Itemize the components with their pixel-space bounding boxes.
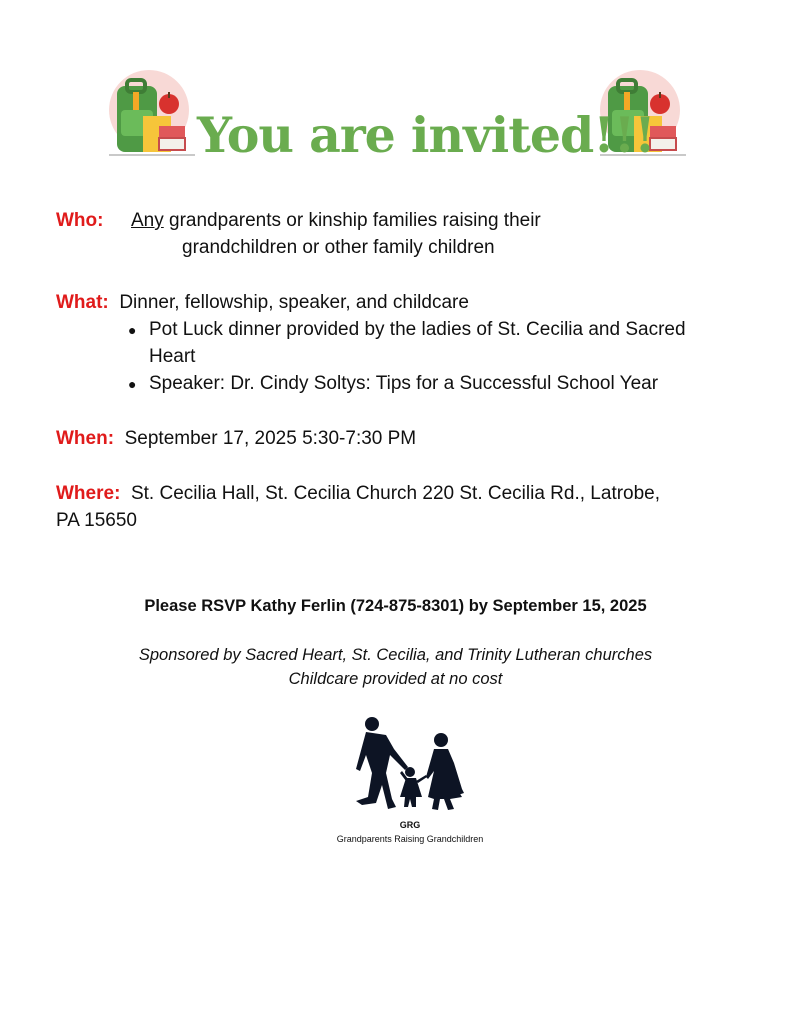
childcare-text: Childcare provided at no cost [288, 670, 503, 688]
logo-acronym: GRG [399, 820, 421, 830]
what-label: What: [56, 292, 109, 313]
what-bullet-1-line-2: Heart [149, 346, 196, 367]
bullet-icon: ● [128, 376, 137, 392]
logo-name: Grandparents Raising Grandchildren [336, 834, 484, 844]
who-text-1 [131, 210, 541, 232]
where-text-1: St. Cecilia Hall, St. Cecilia Church 220 St. Cecilia Rd., Latrobe, [130, 483, 661, 504]
rsvp-text: Please RSVP Kathy Ferlin (724-875-8301) by September 15, 2025 [144, 597, 647, 615]
when-line [56, 428, 416, 450]
who-any: Any [131, 210, 164, 231]
backpack-icon [103, 70, 199, 166]
when-label: When: [56, 428, 115, 449]
what-bullet-2: Speaker: Dr. Cindy Soltys: Tips for a Successful School Year [149, 373, 659, 394]
family-silhouette-icon [350, 715, 470, 815]
when-text: September 17, 2025 5:30-7:30 PM [124, 428, 417, 449]
sponsor-text: Sponsored by Sacred Heart, St. Cecilia, and Trinity Lutheran churches [138, 646, 653, 664]
who-text-rest: grandparents or kinship families raising their [163, 210, 541, 231]
what-bullet-1-line-1: Pot Luck dinner provided by the ladies of St. Cecilia and Sacred [149, 319, 686, 340]
bullet-icon: ● [128, 322, 137, 338]
what-line [56, 292, 469, 314]
who-label: Who: [56, 210, 104, 231]
what-text: Dinner, fellowship, speaker, and childcare [119, 292, 469, 313]
page-title: You are invited!!! [197, 106, 655, 164]
where-label: Where: [56, 483, 121, 504]
who-text-2: grandchildren or other family children [182, 237, 495, 258]
who-line-1 [56, 210, 103, 232]
where-line-1 [56, 483, 660, 505]
where-text-2: PA 15650 [56, 510, 138, 531]
